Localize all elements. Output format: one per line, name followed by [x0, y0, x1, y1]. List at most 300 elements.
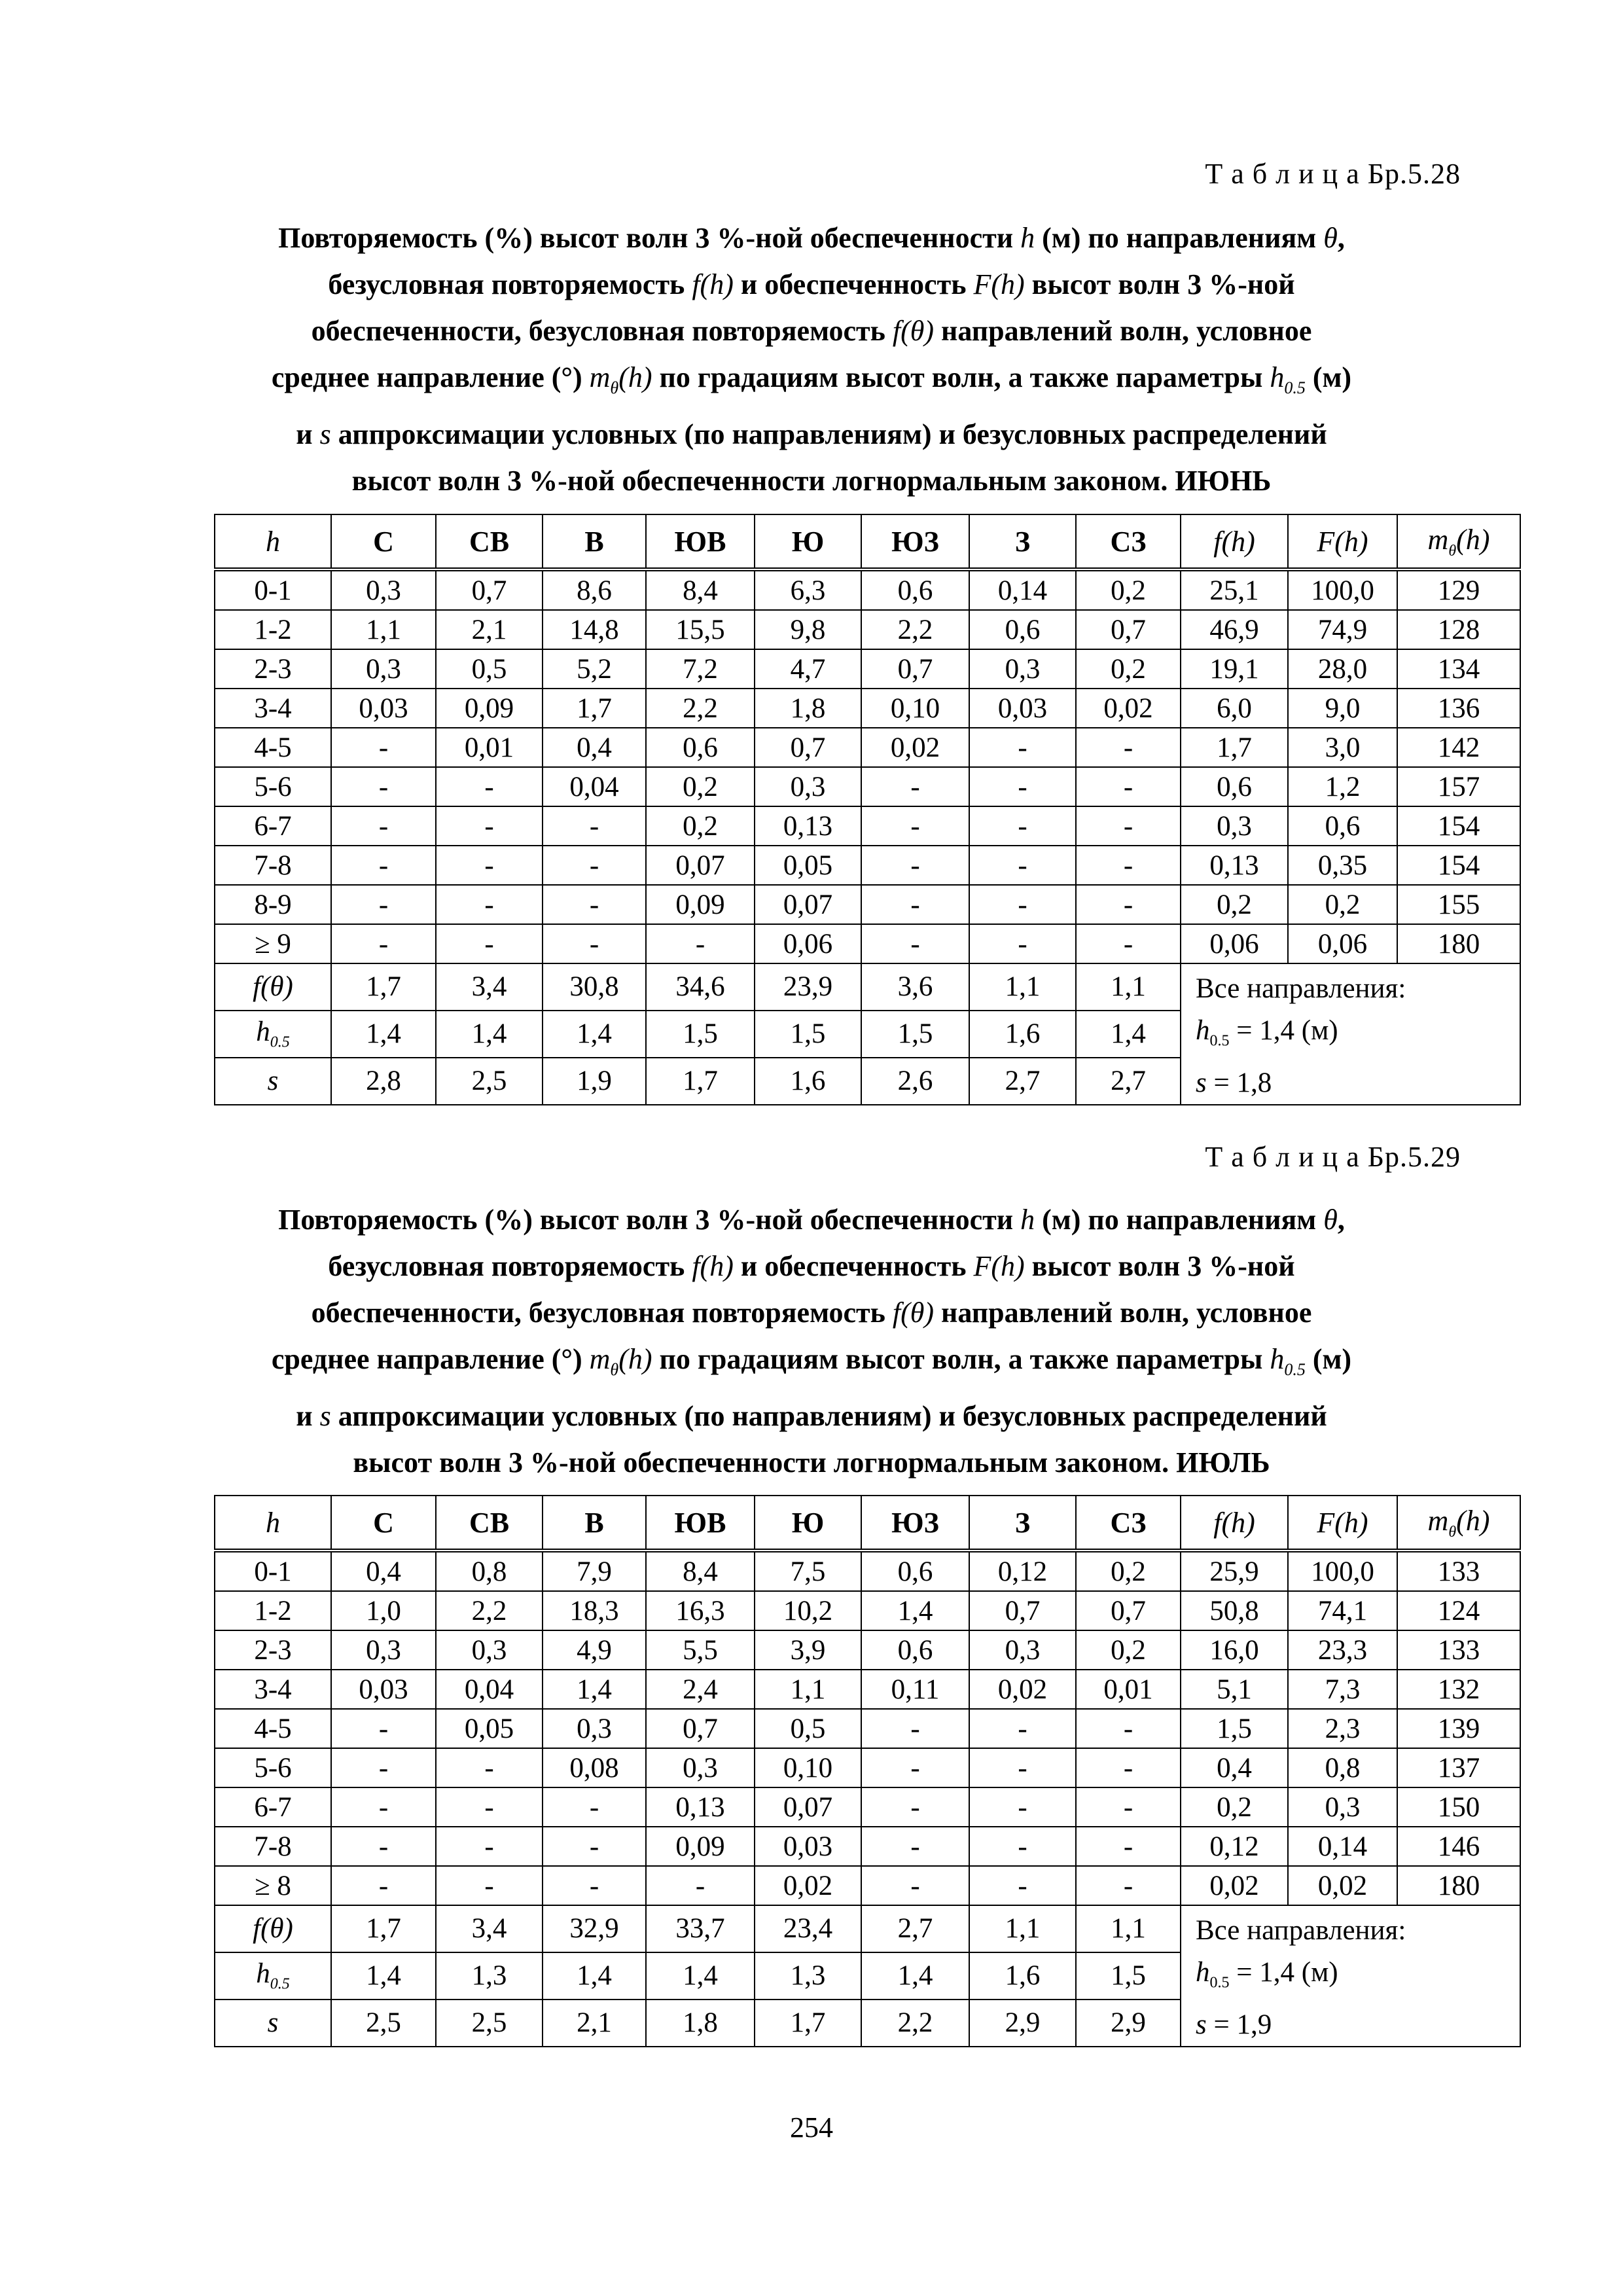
table-cell: 100,0: [1288, 569, 1397, 610]
table-cell: 0,3: [755, 767, 861, 806]
title-text: аппроксимации условных (по направлениям) и безусловных распределений: [330, 418, 1327, 450]
table-cell: -: [969, 728, 1076, 767]
table-cell: 2,8: [331, 1058, 436, 1105]
table-cell: 2,5: [331, 2000, 436, 2047]
table-cell: 0,6: [861, 1630, 969, 1670]
table-cell: -: [1076, 924, 1181, 963]
table-cell: 1,7: [1181, 728, 1288, 767]
data-table: [214, 514, 1521, 1105]
table-cell: 0,02: [1076, 689, 1181, 728]
summary-h05: [1196, 1952, 1520, 2004]
summary-s: [1196, 1062, 1520, 1104]
table-cell: -: [1076, 1866, 1181, 1905]
table-cell: 0,01: [1076, 1670, 1181, 1709]
table-cell: 8,6: [543, 569, 646, 610]
table-cell: 1,6: [969, 1011, 1076, 1058]
table-cell: 30,8: [543, 963, 646, 1011]
table-cell: 0,07: [755, 1787, 861, 1827]
table-cell: 1,1: [1076, 963, 1181, 1011]
table-row: [215, 1591, 1520, 1630]
table-cell: 16,3: [646, 1591, 755, 1630]
table-cell: 0,04: [543, 767, 646, 806]
summary-heading: Все направления:: [1196, 1915, 1406, 1946]
table-cell: 0,6: [1181, 767, 1288, 806]
table-cell: 133: [1397, 1630, 1520, 1670]
table-cell: 1,7: [331, 1905, 436, 1952]
table-cell: 74,9: [1288, 610, 1397, 649]
summary-h05-value: = 1,4 (м): [1229, 1957, 1338, 1988]
table-cell: 0,3: [331, 1630, 436, 1670]
table-cell: 2,7: [969, 1058, 1076, 1105]
table-cell: 32,9: [543, 1905, 646, 1952]
table-cell: 0,3: [543, 1709, 646, 1748]
table-cell: 0,7: [755, 728, 861, 767]
title-text: и обеспеченность: [733, 268, 974, 300]
table-cell: 0,13: [646, 1787, 755, 1827]
table-cell: 0,03: [755, 1827, 861, 1866]
table-cell: 8,4: [646, 569, 755, 610]
table-cell: -: [331, 1787, 436, 1827]
summary-s-value: = 1,8: [1206, 1067, 1272, 1098]
page-number: 254: [790, 2111, 833, 2144]
table-cell: -: [331, 1866, 436, 1905]
table-row: [215, 1787, 1520, 1827]
table-cell: 0,35: [1288, 846, 1397, 885]
table-cell: 129: [1397, 569, 1520, 610]
table-cell: -: [436, 806, 543, 846]
table-cell: 0,7: [1076, 610, 1181, 649]
table-cell: -: [543, 885, 646, 924]
table-cell: 2,7: [1076, 1058, 1181, 1105]
table-cell: 1,8: [755, 689, 861, 728]
title-text: высот волн 3 %-ной обеспеченности логнормальным законом. ИЮНЬ: [351, 464, 1272, 497]
table-cell: 0,02: [861, 728, 969, 767]
table-cell: 0,05: [436, 1709, 543, 1748]
title-variable: f(θ): [892, 315, 935, 347]
summary-s: [1196, 2004, 1520, 2046]
table-cell: 1,4: [543, 1670, 646, 1709]
table-cell: -: [969, 767, 1076, 806]
table-cell: 3,6: [861, 963, 969, 1011]
title-line: [183, 457, 1440, 504]
variable-label: h: [256, 1016, 270, 1048]
title-text: направлений волн, условное: [934, 315, 1312, 347]
table-cell: 8,4: [646, 1551, 755, 1591]
table-cell: 1,5: [1181, 1709, 1288, 1748]
table-cell: 74,1: [1288, 1591, 1397, 1630]
table-cell: 1,1: [331, 610, 436, 649]
table-cell: 0,14: [1288, 1827, 1397, 1866]
table-cell: -: [331, 1827, 436, 1866]
title-variable: F(h): [973, 1250, 1025, 1282]
table-cell: -: [436, 885, 543, 924]
variable-subscript: 0.5: [1209, 1974, 1230, 1992]
table-cell: 154: [1397, 846, 1520, 885]
table-cell: 7,9: [543, 1551, 646, 1591]
title-variable: f(θ): [892, 1297, 935, 1329]
table-cell: -: [436, 846, 543, 885]
title-text: Повторяемость (%) высот волн 3 %-ной обеспеченности: [278, 1204, 1021, 1236]
table-cell: -: [1076, 1827, 1181, 1866]
table-row: [215, 689, 1520, 728]
table-row: [215, 569, 1520, 610]
table-cell: -: [543, 1866, 646, 1905]
table-cell: 3,4: [436, 963, 543, 1011]
row-header-cell: 1-2: [215, 1591, 331, 1630]
table-cell: 0,11: [861, 1670, 969, 1709]
table-cell: 0,3: [331, 569, 436, 610]
table-cell: 23,3: [1288, 1630, 1397, 1670]
title-text: и обеспеченность: [733, 1250, 974, 1282]
title-text: (м) по направлениям: [1035, 222, 1324, 254]
column-header: $m_\theta(h)$: [1397, 1496, 1520, 1551]
table-cell: 180: [1397, 924, 1520, 963]
table-cell: 3,4: [436, 1905, 543, 1952]
table-cell: 10,2: [755, 1591, 861, 1630]
table-cell: 1,4: [543, 1011, 646, 1058]
title-text: (м): [1305, 361, 1352, 393]
title-text: среднее направление (°): [271, 361, 590, 393]
column-header: С: [331, 1496, 436, 1551]
summary-row: [215, 1905, 1520, 1952]
row-header-cell: 0-1: [215, 569, 331, 610]
table-cell: -: [861, 1709, 969, 1748]
table-cell: -: [646, 1866, 755, 1905]
column-header: З: [969, 1496, 1076, 1551]
table-cell: 4,9: [543, 1630, 646, 1670]
table-row: [215, 924, 1520, 963]
column-header: f(h): [1181, 514, 1288, 569]
column-header: $m_\theta(h)$: [1397, 514, 1520, 569]
title-text: обеспеченности, безусловная повторяемость: [311, 315, 893, 347]
table-cell: 0,2: [1076, 569, 1181, 610]
title-line: [183, 411, 1440, 457]
table-row: [215, 767, 1520, 806]
table-cell: -: [543, 846, 646, 885]
table-cell: 0,02: [1288, 1866, 1397, 1905]
title-text: высот волн 3 %-ной: [1024, 268, 1295, 300]
table-cell: -: [969, 846, 1076, 885]
table-cell: 0,5: [436, 649, 543, 689]
column-header: f(h): [1181, 1496, 1288, 1551]
table-row: [215, 1748, 1520, 1787]
table-cell: 2,1: [543, 2000, 646, 2047]
table-cell: -: [861, 846, 969, 885]
table-cell: 2,2: [861, 2000, 969, 2047]
column-header: F(h): [1288, 514, 1397, 569]
table-cell: 0,2: [646, 806, 755, 846]
table-cell: 2,2: [646, 689, 755, 728]
table-cell: 0,01: [436, 728, 543, 767]
table-cell: 2,2: [436, 1591, 543, 1630]
table-cell: -: [861, 767, 969, 806]
table-cell: 1,1: [755, 1670, 861, 1709]
table-cell: -: [1076, 1787, 1181, 1827]
summary-s-value: = 1,9: [1206, 2009, 1272, 2040]
table-cell: -: [861, 1827, 969, 1866]
title-variable: F(h): [973, 268, 1025, 300]
table-cell: 2,1: [436, 610, 543, 649]
table-cell: 0,14: [969, 569, 1076, 610]
table-cell: 0,10: [861, 689, 969, 728]
table-cell: 15,5: [646, 610, 755, 649]
title-line: [183, 1439, 1440, 1486]
title-text: ,: [1337, 222, 1345, 254]
summary-row: [215, 963, 1520, 1011]
table-cell: 0,09: [646, 1827, 755, 1866]
variable-subscript: 0.5: [270, 1976, 290, 1994]
table-cell: -: [331, 1709, 436, 1748]
title-text: безусловная повторяемость: [328, 268, 692, 300]
table-cell: 5,2: [543, 649, 646, 689]
table-cell: -: [969, 1709, 1076, 1748]
variable-label: s: [1196, 1067, 1207, 1098]
table-cell: 0,4: [331, 1551, 436, 1591]
table-cell: 1,7: [755, 2000, 861, 2047]
table-cell: 1,4: [1076, 1011, 1181, 1058]
table-cell: 180: [1397, 1866, 1520, 1905]
table-title: [183, 215, 1440, 504]
table-cell: 2,2: [861, 610, 969, 649]
table-cell: 0,2: [1076, 649, 1181, 689]
table-cell: 0,7: [1076, 1591, 1181, 1630]
title-line: [183, 215, 1440, 261]
table-cell: -: [861, 924, 969, 963]
table-cell: 0,13: [1181, 846, 1288, 885]
table-cell: 155: [1397, 885, 1520, 924]
title-text: высот волн 3 %-ной: [1024, 1250, 1295, 1282]
table-cell: 14,8: [543, 610, 646, 649]
table-cell: 6,0: [1181, 689, 1288, 728]
table-cell: 154: [1397, 806, 1520, 846]
table-cell: -: [969, 1787, 1076, 1827]
table-cell: 25,1: [1181, 569, 1288, 610]
table-cell: -: [543, 1787, 646, 1827]
table-row: [215, 1827, 1520, 1866]
table-cell: 5,1: [1181, 1670, 1288, 1709]
row-header-cell: 8-9: [215, 885, 331, 924]
table-cell: 2,5: [436, 1058, 543, 1105]
table-cell: 1,5: [1076, 1952, 1181, 2000]
table-cell: 2,4: [646, 1670, 755, 1709]
row-header-cell: 7-8: [215, 1827, 331, 1866]
row-header-cell: 4-5: [215, 1709, 331, 1748]
table-cell: 18,3: [543, 1591, 646, 1630]
table-cell: 0,6: [969, 610, 1076, 649]
table-row: [215, 846, 1520, 885]
table-cell: 150: [1397, 1787, 1520, 1827]
column-header: СЗ: [1076, 514, 1181, 569]
table-cell: 0,06: [1181, 924, 1288, 963]
table-cell: 128: [1397, 610, 1520, 649]
table-cell: 1,1: [969, 1905, 1076, 1952]
title-text: и: [296, 418, 320, 450]
table-cell: 0,02: [969, 1670, 1076, 1709]
table-cell: 0,5: [755, 1709, 861, 1748]
table-cell: -: [543, 924, 646, 963]
table-cell: 1,3: [436, 1952, 543, 2000]
table-cell: -: [861, 1866, 969, 1905]
table-cell: 0,12: [1181, 1827, 1288, 1866]
row-header-cell: 4-5: [215, 728, 331, 767]
summary-row-label: [215, 1952, 331, 2000]
column-header: h: [215, 1496, 331, 1551]
table-cell: -: [1076, 806, 1181, 846]
header-row: [215, 514, 1520, 569]
column-header: С: [331, 514, 436, 569]
title-variable: θ: [1323, 222, 1338, 254]
summary-h05: [1196, 1010, 1520, 1062]
title-text: по градациям высот волн, а также параметры: [652, 1343, 1270, 1375]
table-cell: -: [436, 1866, 543, 1905]
table-cell: 0,3: [436, 1630, 543, 1670]
table-cell: -: [969, 1748, 1076, 1787]
table-cell: 0,09: [646, 885, 755, 924]
table-row: [215, 1866, 1520, 1905]
table-cell: 5,5: [646, 1630, 755, 1670]
table-cell: 2,3: [1288, 1709, 1397, 1748]
row-header-cell: 2-3: [215, 1630, 331, 1670]
table-cell: 46,9: [1181, 610, 1288, 649]
table-cell: 0,4: [543, 728, 646, 767]
table-cell: 0,3: [1181, 806, 1288, 846]
table-cell: 7,5: [755, 1551, 861, 1591]
table-cell: 0,6: [861, 569, 969, 610]
row-header-cell: 1-2: [215, 610, 331, 649]
table-cell: 33,7: [646, 1905, 755, 1952]
row-header-cell: 3-4: [215, 689, 331, 728]
title-line: [183, 308, 1440, 354]
title-text: Повторяемость (%) высот волн 3 %-ной обеспеченности: [278, 222, 1021, 254]
table-row: [215, 1630, 1520, 1670]
table-cell: 1,0: [331, 1591, 436, 1630]
table-cell: 0,8: [436, 1551, 543, 1591]
table-row: [215, 1670, 1520, 1709]
table-cell: -: [969, 924, 1076, 963]
table-cell: -: [1076, 1748, 1181, 1787]
table-cell: 1,6: [969, 1952, 1076, 2000]
table-cell: 1,4: [861, 1591, 969, 1630]
table-cell: 0,04: [436, 1670, 543, 1709]
table-cell: 0,7: [861, 649, 969, 689]
table-cell: 1,4: [543, 1952, 646, 2000]
table-cell: 124: [1397, 1591, 1520, 1630]
summary-row-label: f(θ): [215, 1905, 331, 1952]
table-cell: 0,3: [969, 1630, 1076, 1670]
table-cell: 1,6: [755, 1058, 861, 1105]
table-cell: 1,5: [646, 1011, 755, 1058]
row-header-cell: 7-8: [215, 846, 331, 885]
table-cell: 0,2: [1181, 1787, 1288, 1827]
table-cell: 9,0: [1288, 689, 1397, 728]
variable-label: h: [256, 1958, 270, 1990]
table-cell: -: [436, 924, 543, 963]
row-header-cell: ≥ 9: [215, 924, 331, 963]
title-variable: $h_{0.5}$: [1270, 361, 1306, 397]
table-cell: 0,08: [543, 1748, 646, 1787]
variable-label: s: [1196, 2009, 1207, 2040]
table-cell: 2,9: [969, 2000, 1076, 2047]
table-cell: -: [1076, 846, 1181, 885]
table-cell: 50,8: [1181, 1591, 1288, 1630]
table-cell: -: [543, 1827, 646, 1866]
table-row: [215, 885, 1520, 924]
table-cell: 0,7: [969, 1591, 1076, 1630]
title-text: (м) по направлениям: [1035, 1204, 1324, 1236]
table-cell: -: [436, 1787, 543, 1827]
table-cell: 0,2: [1288, 885, 1397, 924]
table-cell: 0,2: [1076, 1551, 1181, 1591]
title-text: аппроксимации условных (по направлениям) и безусловных распределений: [330, 1399, 1327, 1432]
table-cell: 0,3: [1288, 1787, 1397, 1827]
title-line: [183, 354, 1440, 411]
column-header: F(h): [1288, 1496, 1397, 1551]
column-header: Ю: [755, 1496, 861, 1551]
title-variable: $m_\theta(h)$: [589, 361, 652, 397]
title-variable: h: [1020, 1204, 1035, 1236]
row-header-cell: 6-7: [215, 806, 331, 846]
title-text: (м): [1305, 1343, 1352, 1375]
column-header: СВ: [436, 1496, 543, 1551]
table-cell: -: [436, 767, 543, 806]
table-cell: -: [1076, 1709, 1181, 1748]
table-cell: 0,8: [1288, 1748, 1397, 1787]
table-cell: 0,02: [755, 1866, 861, 1905]
summary-h05-value: = 1,4 (м): [1229, 1015, 1338, 1046]
table-row: [215, 649, 1520, 689]
title-text: среднее направление (°): [271, 1343, 590, 1375]
table-cell: 1,9: [543, 1058, 646, 1105]
table-row: [215, 1709, 1520, 1748]
summary-row-label: [215, 1011, 331, 1058]
table-cell: -: [969, 806, 1076, 846]
summary-row-label: s: [215, 1058, 331, 1105]
column-header: ЮЗ: [861, 1496, 969, 1551]
table-cell: 1,8: [646, 2000, 755, 2047]
title-line: [183, 1289, 1440, 1336]
title-text: направлений волн, условное: [934, 1297, 1312, 1329]
table-cell: 0,09: [436, 689, 543, 728]
table-cell: -: [331, 846, 436, 885]
table-cell: 132: [1397, 1670, 1520, 1709]
table-cell: -: [331, 728, 436, 767]
table-cell: 0,3: [331, 649, 436, 689]
summary-all-directions: [1181, 963, 1520, 1105]
table-cell: -: [436, 1827, 543, 1866]
table-cell: 142: [1397, 728, 1520, 767]
table-cell: 139: [1397, 1709, 1520, 1748]
title-variable: f(h): [692, 1250, 734, 1282]
table-cell: -: [861, 806, 969, 846]
table-cell: -: [969, 885, 1076, 924]
table-cell: 1,7: [646, 1058, 755, 1105]
table-cell: -: [331, 885, 436, 924]
table-label: Т а б л и ц а Бр.5.28: [1205, 158, 1461, 190]
table-cell: 23,4: [755, 1905, 861, 1952]
table-cell: 157: [1397, 767, 1520, 806]
variable-label: h: [1196, 1015, 1210, 1046]
table-cell: 0,4: [1181, 1748, 1288, 1787]
row-header-cell: 5-6: [215, 767, 331, 806]
table-cell: 0,05: [755, 846, 861, 885]
table-cell: 6,3: [755, 569, 861, 610]
column-header: ЮВ: [646, 514, 755, 569]
column-header: ЮВ: [646, 1496, 755, 1551]
title-variable: $m_\theta(h)$: [589, 1343, 652, 1379]
row-header-cell: 6-7: [215, 1787, 331, 1827]
table-cell: -: [861, 1748, 969, 1787]
table-cell: 7,2: [646, 649, 755, 689]
